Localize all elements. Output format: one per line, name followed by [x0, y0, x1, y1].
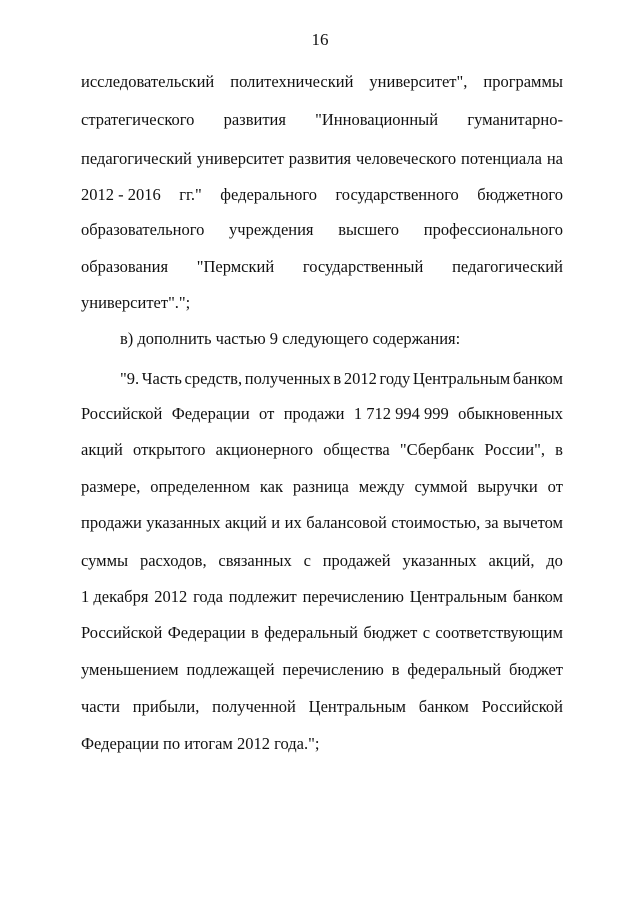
- word: развития: [223, 110, 286, 129]
- text-line-16: [81, 623, 563, 643]
- word: полученной: [212, 697, 296, 716]
- text-line-10: [81, 404, 563, 424]
- text-line-1: [81, 72, 563, 92]
- word: государственного: [335, 185, 459, 204]
- word: человеческого: [356, 149, 457, 168]
- word: банком: [512, 369, 563, 388]
- word: федерального: [220, 185, 317, 204]
- word: 2012 - 2016: [81, 185, 161, 204]
- word: Федерации: [167, 623, 246, 642]
- word: акционерного: [215, 440, 314, 459]
- word: банком: [512, 587, 563, 606]
- word: Российской: [81, 623, 163, 642]
- word: разница: [292, 477, 349, 496]
- word: подлежащей: [186, 660, 275, 679]
- word: указанных: [402, 551, 477, 570]
- word: гуманитарно-: [467, 110, 563, 129]
- word: открытого: [133, 440, 206, 459]
- text-line-14: [81, 551, 563, 571]
- word: и: [271, 513, 281, 532]
- word: "Инновационный: [315, 110, 439, 129]
- word: перечислению: [282, 660, 384, 679]
- word: образования: [81, 257, 169, 276]
- word: Часть: [141, 369, 182, 388]
- word: до: [546, 551, 563, 570]
- word: бюджет: [363, 623, 418, 642]
- word: как: [259, 477, 283, 496]
- text-line-2: [81, 110, 563, 130]
- word: "Сбербанк: [399, 440, 475, 459]
- word: политехнический: [230, 72, 354, 91]
- word: перечислению: [302, 587, 404, 606]
- word: части: [81, 697, 120, 716]
- word: полученных: [244, 369, 331, 388]
- word: Центральным: [412, 369, 511, 388]
- text-line-7: [81, 293, 563, 313]
- word: Федерации: [171, 404, 250, 423]
- word: от: [259, 404, 275, 423]
- word: образовательного: [81, 220, 205, 239]
- word: потенциала: [461, 149, 542, 168]
- word: продажей: [322, 551, 391, 570]
- word: федеральный: [264, 623, 358, 642]
- word: России",: [484, 440, 545, 459]
- word: развития: [288, 149, 352, 168]
- text-line-18: [81, 697, 563, 717]
- word: исследовательский: [81, 72, 215, 91]
- text-line-8: [120, 329, 563, 349]
- word: в: [251, 623, 259, 642]
- text-line-15: [81, 587, 563, 607]
- word: университет",: [369, 72, 468, 91]
- word: расходов,: [139, 551, 207, 570]
- word: Центральным: [409, 587, 508, 606]
- word: "9.: [120, 369, 140, 388]
- word: акций,: [488, 551, 535, 570]
- word: "Пермский: [196, 257, 275, 276]
- word: на: [546, 149, 563, 168]
- word: Российской: [81, 404, 163, 423]
- word: прибыли,: [132, 697, 200, 716]
- word: в: [333, 369, 342, 388]
- word: балансовой: [306, 513, 387, 532]
- word: продажи: [283, 404, 345, 423]
- word: продажи: [81, 513, 142, 532]
- text-line-6: [81, 257, 563, 277]
- text-line-5: [81, 220, 563, 240]
- word: стратегического: [81, 110, 195, 129]
- word: году: [379, 369, 411, 388]
- word: акций: [224, 513, 267, 532]
- text-line-3: [81, 149, 563, 169]
- word: указанных: [146, 513, 221, 532]
- word: суммой: [414, 477, 468, 496]
- word: Российской: [481, 697, 563, 716]
- word: суммы: [81, 551, 129, 570]
- line-text: Федерации по итогам 2012 года.";: [81, 734, 320, 753]
- word: высшего: [338, 220, 400, 239]
- text-line-11: [81, 440, 563, 460]
- word: уменьшением: [81, 660, 179, 679]
- word: педагогический: [81, 149, 192, 168]
- text-line-17: [81, 660, 563, 680]
- page-number: 16: [311, 30, 329, 49]
- word: 1 712 994 999: [353, 404, 449, 423]
- word: между: [358, 477, 405, 496]
- word: их: [284, 513, 302, 532]
- text-line-19: [81, 734, 563, 754]
- word: гг.": [179, 185, 202, 204]
- word: стоимостью,: [391, 513, 481, 532]
- word: года: [193, 587, 223, 606]
- word: соответствующим: [435, 623, 563, 642]
- word: профессионального: [423, 220, 563, 239]
- word: с: [303, 551, 311, 570]
- word: государственный: [302, 257, 424, 276]
- word: бюджет: [508, 660, 563, 679]
- word: подлежит: [228, 587, 297, 606]
- word: вычетом: [503, 513, 563, 532]
- word: 2012: [343, 369, 377, 388]
- word: учреждения: [229, 220, 314, 239]
- word: 1 декабря: [81, 587, 149, 606]
- word: 2012: [154, 587, 188, 606]
- word: акций: [81, 440, 123, 459]
- word: педагогический: [452, 257, 563, 276]
- word: федеральный: [407, 660, 502, 679]
- word: средств,: [184, 369, 243, 388]
- word: университет: [196, 149, 284, 168]
- word: в: [391, 660, 400, 679]
- word: от: [547, 477, 563, 496]
- word: обыкновенных: [458, 404, 563, 423]
- word: определенном: [150, 477, 250, 496]
- word: с: [422, 623, 431, 642]
- line-text: в) дополнить частью 9 следующего содержания:: [120, 329, 461, 348]
- word: выручки: [477, 477, 538, 496]
- text-line-13: [81, 513, 563, 533]
- word: размере,: [81, 477, 141, 496]
- text-line-9: [120, 369, 563, 389]
- word: бюджетного: [477, 185, 563, 204]
- word: общества: [323, 440, 390, 459]
- line-text: университет".";: [81, 293, 191, 312]
- word: в: [555, 440, 563, 459]
- text-line-12: [81, 477, 563, 497]
- word: за: [484, 513, 499, 532]
- word: связанных: [218, 551, 292, 570]
- text-line-4: [81, 185, 563, 205]
- word: Центральным: [308, 697, 406, 716]
- word: банком: [418, 697, 469, 716]
- word: программы: [483, 72, 563, 91]
